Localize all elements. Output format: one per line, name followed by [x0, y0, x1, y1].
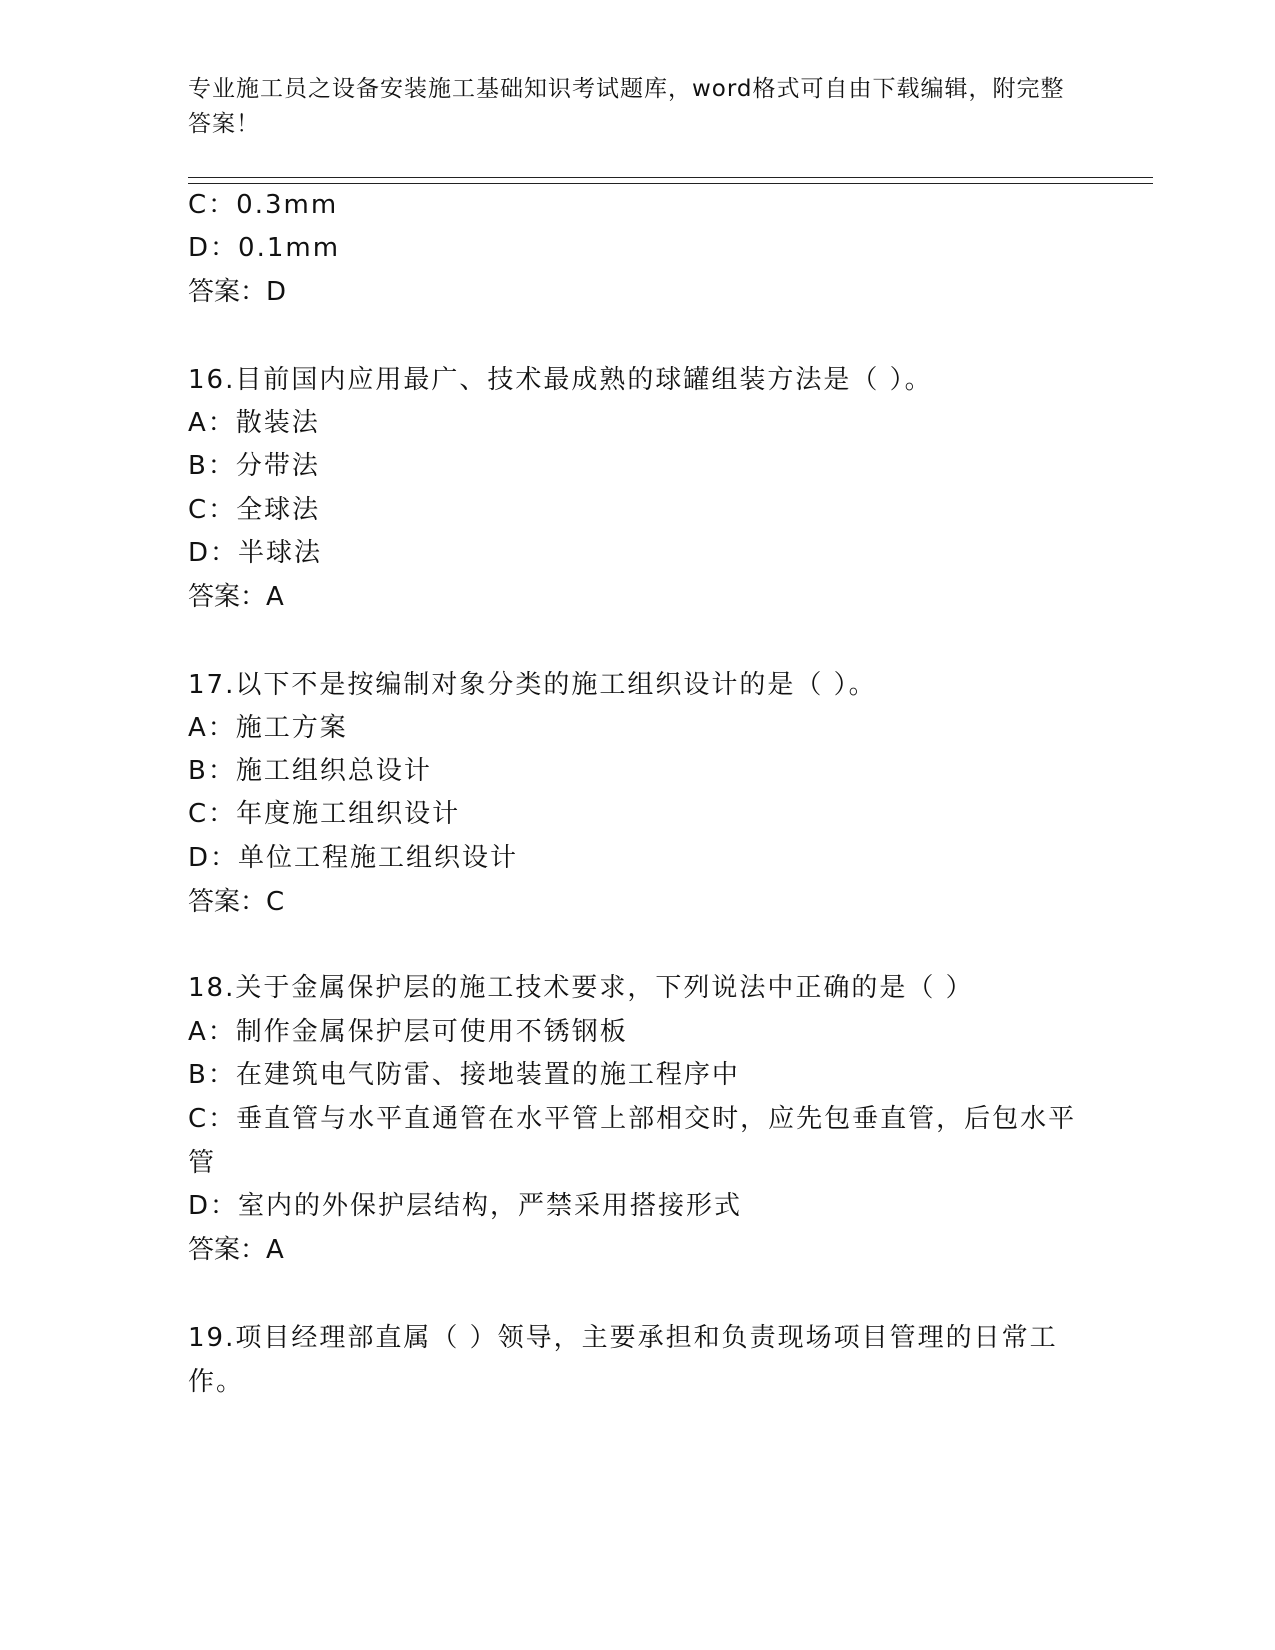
q19-question: 19.项目经理部直属（ ）领导，主要承担和负责现场项目管理的日常工作。 — [188, 1323, 1058, 1397]
q16-answer: 答案：A — [188, 582, 284, 612]
q16-option-d: D：半球法 — [188, 538, 323, 568]
q17-option-d: D：单位工程施工组织设计 — [188, 843, 519, 873]
q17-answer: 答案：C — [188, 887, 285, 917]
q16-option-a: A：散装法 — [188, 408, 320, 438]
q18-option-c: C：垂直管与水平直通管在水平管上部相交时，应先包垂直管，后包水平管 — [188, 1104, 1077, 1178]
q15-option-d: D：0.1mm — [188, 233, 341, 263]
q17-option-c: C：年度施工组织设计 — [188, 799, 461, 829]
q16-option-c: C：全球法 — [188, 495, 321, 525]
q16-question: 16.目前国内应用最广、技术最成熟的球罐组装方法是（ ）。 — [188, 365, 933, 395]
q18-answer: 答案：A — [188, 1235, 284, 1265]
header-divider-line — [188, 177, 1153, 178]
q18-option-a: A：制作金属保护层可使用不锈钢板 — [188, 1017, 628, 1047]
q18-option-b: B：在建筑电气防雷、接地装置的施工程序中 — [188, 1060, 740, 1090]
header-divider-line — [188, 183, 1153, 184]
q17-option-b: B：施工组织总设计 — [188, 756, 432, 786]
q17-question: 17.以下不是按编制对象分类的施工组织设计的是（ ）。 — [188, 670, 877, 700]
q18-option-d: D：室内的外保护层结构，严禁采用搭接形式 — [188, 1191, 743, 1221]
q17-option-a: A：施工方案 — [188, 713, 348, 743]
q16-option-b: B：分带法 — [188, 451, 320, 481]
q18-question: 18.关于金属保护层的施工技术要求，下列说法中正确的是（ ） — [188, 973, 974, 1003]
q15-answer: 答案：D — [188, 277, 287, 307]
document-header: 专业施工员之设备安装施工基础知识考试题库，word格式可自由下载编辑，附完整答案！ — [188, 76, 1065, 137]
q15-option-c: C：0.3mm — [188, 190, 339, 220]
